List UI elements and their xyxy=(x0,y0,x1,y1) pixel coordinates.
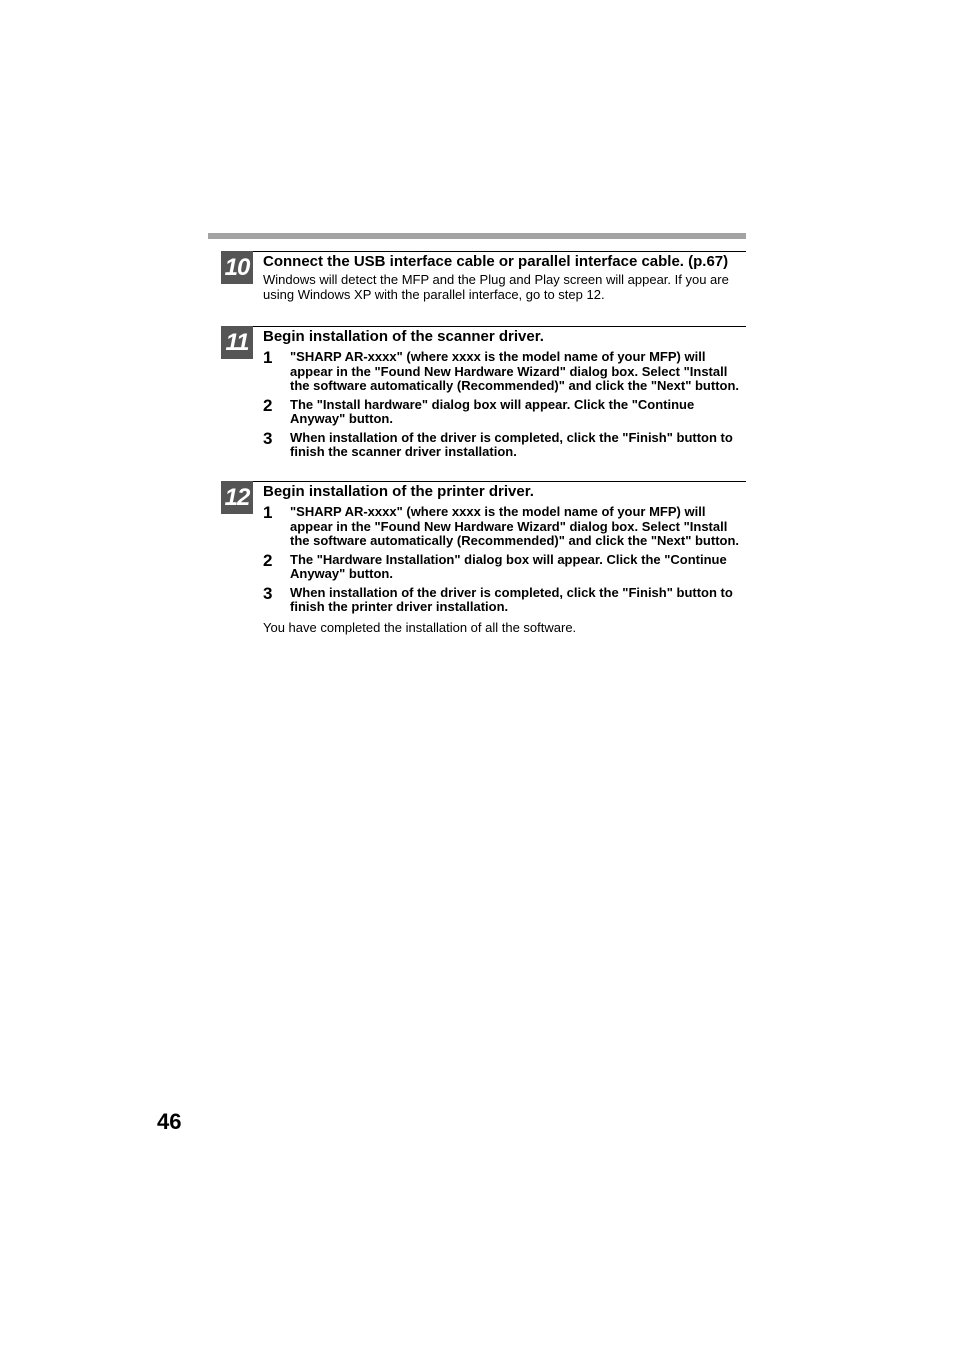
step-divider xyxy=(253,326,746,327)
step-title: Begin installation of the printer driver. xyxy=(263,483,534,500)
step-divider xyxy=(253,251,746,252)
substep-text: "SHARP AR-xxxx" (where xxxx is the model name of your MFP) will appear in the "Found New Hardware Wizard" dialog box. Select "Install the software automatically (Recommended)" and click the "Next" button. xyxy=(290,349,740,393)
substep xyxy=(263,583,746,615)
top-rule xyxy=(208,233,746,239)
substep xyxy=(263,550,746,582)
substep-text: The "Install hardware" dialog box will appear. Click the "Continue Anyway" button. xyxy=(290,396,695,426)
step-description: Windows will detect the MFP and the Plug and Play screen will appear. If you are using Windows XP with the parallel interface, go to step 12. xyxy=(263,272,729,302)
substep xyxy=(263,395,746,427)
step-number-badge: 11 xyxy=(221,326,253,359)
closing-note: You have completed the installation of all the software. xyxy=(263,619,577,635)
substep-text: The "Hardware Installation" dialog box will appear. Click the "Continue Anyway" button. xyxy=(290,551,727,581)
substep xyxy=(263,428,746,460)
substep-number: 2 xyxy=(263,550,273,570)
substep xyxy=(263,350,746,394)
step-title: Connect the USB interface cable or parallel interface cable. (p.67) xyxy=(263,253,729,270)
substep xyxy=(263,505,746,549)
substep-number: 1 xyxy=(263,348,273,367)
step-divider xyxy=(253,481,746,482)
step-body xyxy=(263,253,746,302)
substep-text: When installation of the driver is completed, click the "Finish" button to finish the printer driver installation. xyxy=(290,584,733,614)
step-body xyxy=(263,483,746,635)
step-title: Begin installation of the scanner driver. xyxy=(263,328,544,345)
page-number: 46 xyxy=(157,1109,182,1134)
step-number-badge: 12 xyxy=(221,481,253,514)
substep-number: 3 xyxy=(263,428,273,448)
substep-text: When installation of the driver is completed, click the "Finish" button to finish the scanner driver installation. xyxy=(290,429,733,459)
substep-number: 3 xyxy=(263,583,273,603)
step-body xyxy=(263,328,746,460)
substep-number: 2 xyxy=(263,395,273,415)
substep-number: 1 xyxy=(263,503,273,522)
substep-text: "SHARP AR-xxxx" (where xxxx is the model name of your MFP) will appear in the "Found New Hardware Wizard" dialog box. Select "Install the software automatically (Recommended)" and click the "Next" button. xyxy=(290,504,740,548)
step-number-badge: 10 xyxy=(221,251,253,284)
